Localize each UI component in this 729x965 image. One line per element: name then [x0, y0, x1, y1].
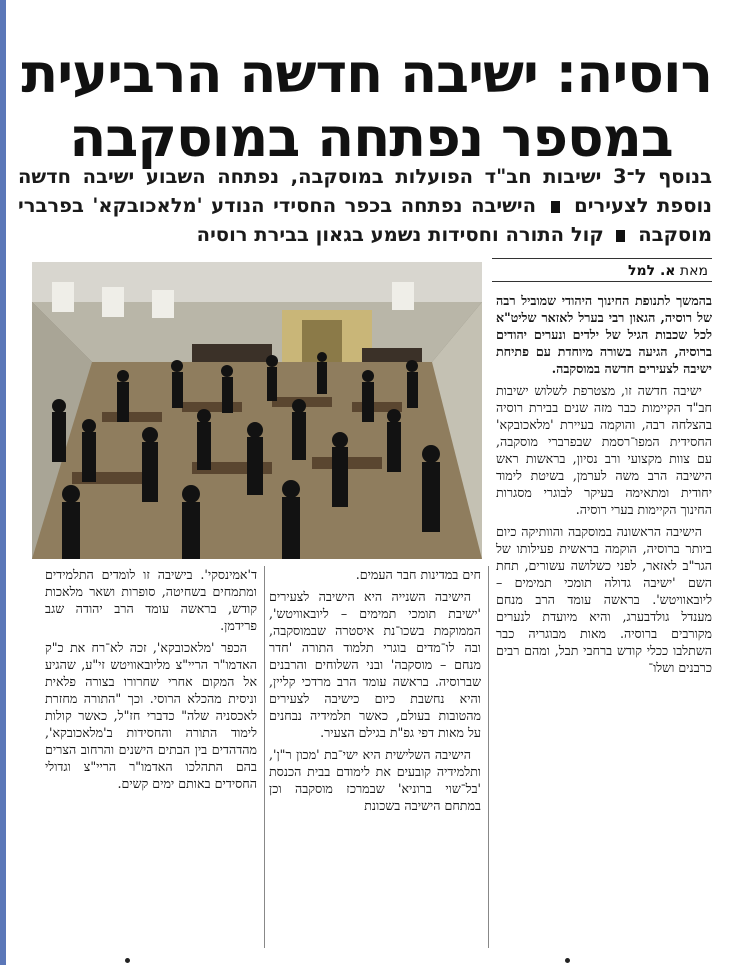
byline-author: א. למל — [628, 263, 676, 279]
byline-prefix: מאת — [679, 263, 708, 279]
article-column-1 — [496, 292, 712, 947]
article-lede: בהמשך לתנופת החינוך היהודי שמוביל רבה של רוסיה, הגאון רבי בערל לאזאר שליט"א לכל שכבות הגיל של ילדים ונערים יהודים ברוסיה, הגיעה בשורה מיוחדת עם פתיחת ישיבה לצעירים חדשה במוסקבה. — [496, 293, 712, 376]
yeshiva-hall-photo — [32, 262, 482, 559]
subheadline — [18, 162, 712, 249]
article-paragraph: ד'אמינסקי'. בישיבה זו לומדים התלמידים ומתמחים בשחיטה, סופרות ושאר מלאכות קודש, בראשה עומד הרב יהודה שגב פרידמן. — [45, 567, 257, 633]
subhead-part-3: קול התורה וחסידות נשמע בגאון בבירת רוסיה — [196, 223, 604, 246]
column-divider — [264, 566, 265, 948]
subhead-part-1: בנוסף ל־3 ישיבות חב"ד הפועלות במוסקבה, נפתחה השבוע ישיבה חדשה נוספת לצעירים — [18, 165, 712, 217]
article-paragraph: הישיבה הראשונה במוסקבה והוותיקה כיום ביותר ברוסיה, הוקמה בראשית פעילותו של הגר"ב לאזאר, לפני כשלושה עשורים, תחת השם 'ישיבה גדולה תומכי תמימים – ליובאוויטש'. בראשה עומד הרב מנחם מענדל גולדבערג, והיא מיועדת לנערים מקורבים ברוסיה. מאות מבוגריה כבר השתלבו ככלי קודש ברחבי תבל, ומהם רבים כרבנים ושלו־ — [496, 524, 712, 675]
square-bullet-icon — [616, 230, 625, 242]
headline — [21, 42, 712, 170]
article-paragraph: ישיבה חדשה זו, מצטרפת לשלוש ישיבות חב"ד הקיימות כבר מזה שנים בבירת רוסיה בהצלחה רבה, והוקמה בעיירת 'מלאכובקא' החסידית המפו־רסמת שבפרברי מוסקבה, עם צוות מקצועי ורב נסיון, בראשות ראש הישיבה הרב משה לערמן, בשיטת לימוד יחודית ומתאימה בעיקר לבוגרי מסגרות החינוך הקיימות בערי רוסיה. — [496, 383, 712, 517]
article-column-3 — [45, 566, 257, 951]
article-paragraph: הישיבה השלישית היא ישי־בת 'מכון ר"ן', ותלמידיה קובעים את לימודם בבית הכנסת 'בל־שוי ברוניא' שבמרכז מוסקבה וכן במתחם הישיבה בשכונת — [269, 747, 481, 813]
photo-illustration — [32, 262, 482, 559]
column-divider — [488, 566, 489, 948]
left-margin-rule — [0, 0, 6, 965]
article-column-2 — [269, 566, 481, 951]
page-mark-dot — [125, 958, 130, 963]
article-paragraph: חים במדינות חבר העמים. — [355, 567, 481, 582]
article-paragraph: הישיבה השנייה היא הישיבה לצעירים 'ישיבת תומכי תמימים – ליובאוויטש', הממוקמת בשכו־נת איסטרה שבמוסקבה, ובה לו־מדים בוגרי תלמוד התורה 'חדר מנחם – מוסקבה' ובני השלוחים והרבנים שברוסיה. בראשה עומד הרב מרדכי קליין, והיא נחשבת כיום כישיבה לצעירים מהטובות בעולם, כאשר תלמידיה נבחנים על מאות דפי גפ"ת בגילם הצעיר. — [269, 589, 481, 740]
headline-line-1: רוסיה: ישיבה חדשה הרביעית — [21, 42, 712, 106]
square-bullet-icon — [551, 201, 560, 213]
news-article — [10, 0, 720, 965]
byline — [492, 258, 712, 282]
headline-line-2: במספר נפתחה במוסקבה — [69, 106, 673, 170]
article-paragraph: הכפר 'מלאכובקא', זכה לא־רח את כ"ק האדמו"ר הריי"צ מליובאוויטש זי"ע, שהגיע אל המקום אחרי שחרורו בצורה פלאית וניסית מהכלא הרוסי. וכך "התורה מחזרת לאכסניה שלה" כדברי חז"ל, כאשר קולות לימוד התורה והחסידות ב'מלאכובקא', מהדהדים בין הבתים הישנים והרחוב הצרים בהם התהלכו האדמו"ר הריי"צ וגדולי החסידים באותם ימים קשים. — [45, 640, 257, 791]
page-mark-dot — [565, 958, 570, 963]
subhead-part-2: הישיבה נפתחה בכפר החסידי הנודע 'מלאכובקא' בפרברי מוסקבה — [18, 194, 712, 246]
